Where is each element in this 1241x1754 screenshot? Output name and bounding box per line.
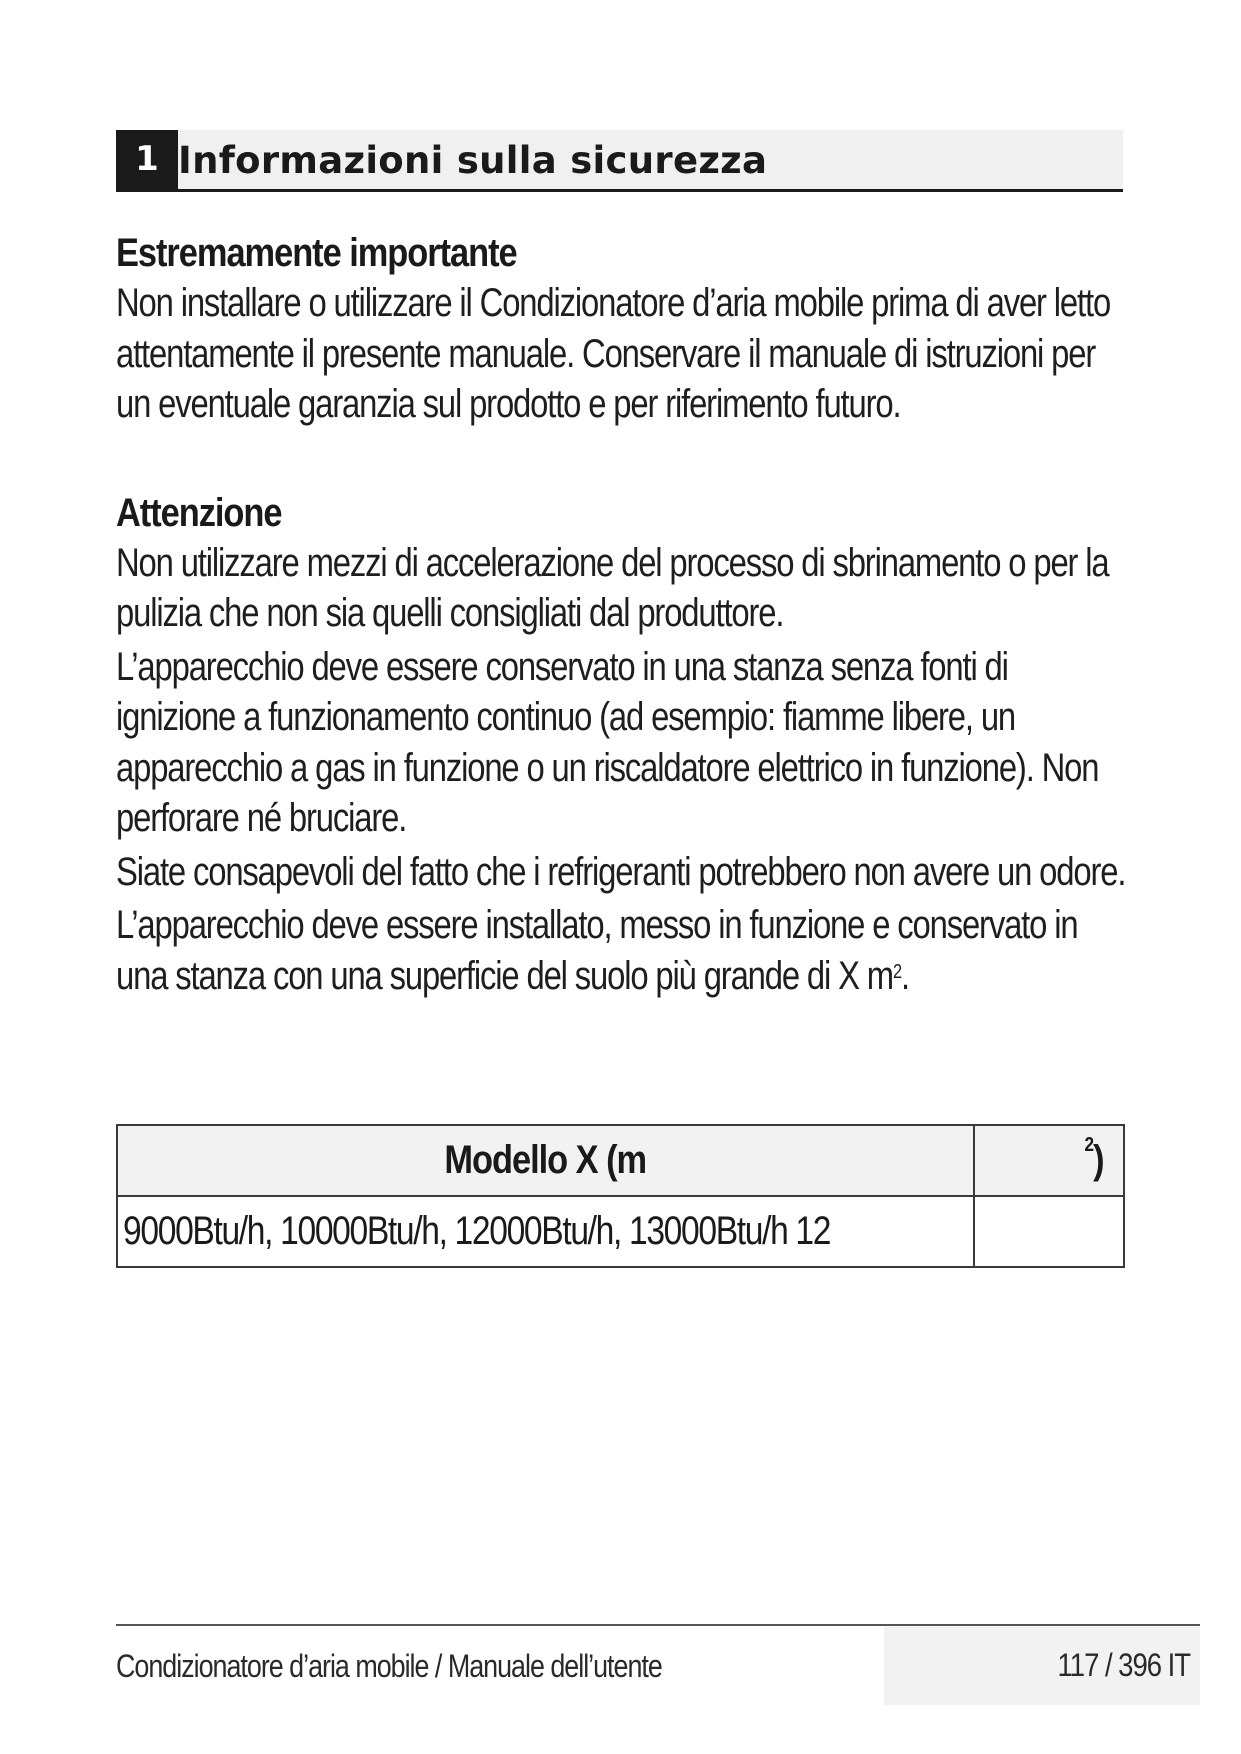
paragraph-refrigerant-odor: Siate consapevoli del fatto che i refrigeranti potrebbero non avere un odore.: [116, 849, 1126, 894]
table-cell-models-text: 9000Btu/h, 10000Btu/h, 12000Btu/h, 13000Btu/h 12: [123, 1209, 831, 1253]
content-body: [116, 228, 1126, 1001]
heading-warning: Attenzione: [116, 490, 282, 535]
table-header-model-text: Modello X (m: [444, 1138, 647, 1182]
paragraph-room-size: [116, 900, 1126, 1001]
table-cell-area: [974, 1196, 1124, 1267]
paragraph-storage: L’apparecchio deve essere conservato in una stanza senza fonti di ignizione a funzionamento continuo (ad esempio: fiamme libere, un apparecchio a gas in funzione o un riscaldatore elettrico in funzione). Non perforare né bruciare.: [116, 644, 1099, 840]
room-size-end: .: [900, 953, 909, 998]
paragraph-read-manual: Non installare o utilizzare il Condizionatore d’aria mobile prima di aver letto attentamente il presente manuale. Conservare il manuale di istruzioni per un eventuale garanzia sul prodotto e per riferimento futuro.: [116, 281, 1111, 426]
paragraph-defrost: Non utilizzare mezzi di accelerazione del processo di sbrinamento o per la pulizia che non sia quelli consigliati dal produttore.: [116, 540, 1109, 635]
table-header-area: [974, 1125, 1124, 1196]
section-header: [116, 130, 1123, 192]
footer-page-number: 117 / 396 IT: [1057, 1647, 1190, 1683]
table-header-superscript: 2: [1084, 1134, 1094, 1156]
table-header-area-text: ): [1093, 1138, 1104, 1182]
table-row: [117, 1196, 1124, 1267]
section-number: 1: [116, 130, 178, 189]
spacer: [116, 430, 1126, 488]
room-size-table: [116, 1124, 1125, 1268]
footer-document-title: Condizionatore d’aria mobile / Manuale dell’utente: [116, 1648, 662, 1684]
room-size-text: L’apparecchio deve essere installato, messo in funzione e conservato in una stanza con una superficie del suolo più grande di X m: [116, 903, 1078, 998]
heading-extremely-important: Estremamente importante: [116, 231, 517, 275]
footer-page-box: [884, 1627, 1200, 1705]
table-cell-models: [117, 1196, 974, 1267]
squared-superscript: 2: [892, 960, 901, 983]
table-header-model: [117, 1125, 974, 1196]
table-header-row: [117, 1125, 1124, 1196]
section-title: Informazioni sulla sicurezza: [178, 139, 768, 182]
footer-divider: [116, 1624, 1200, 1626]
